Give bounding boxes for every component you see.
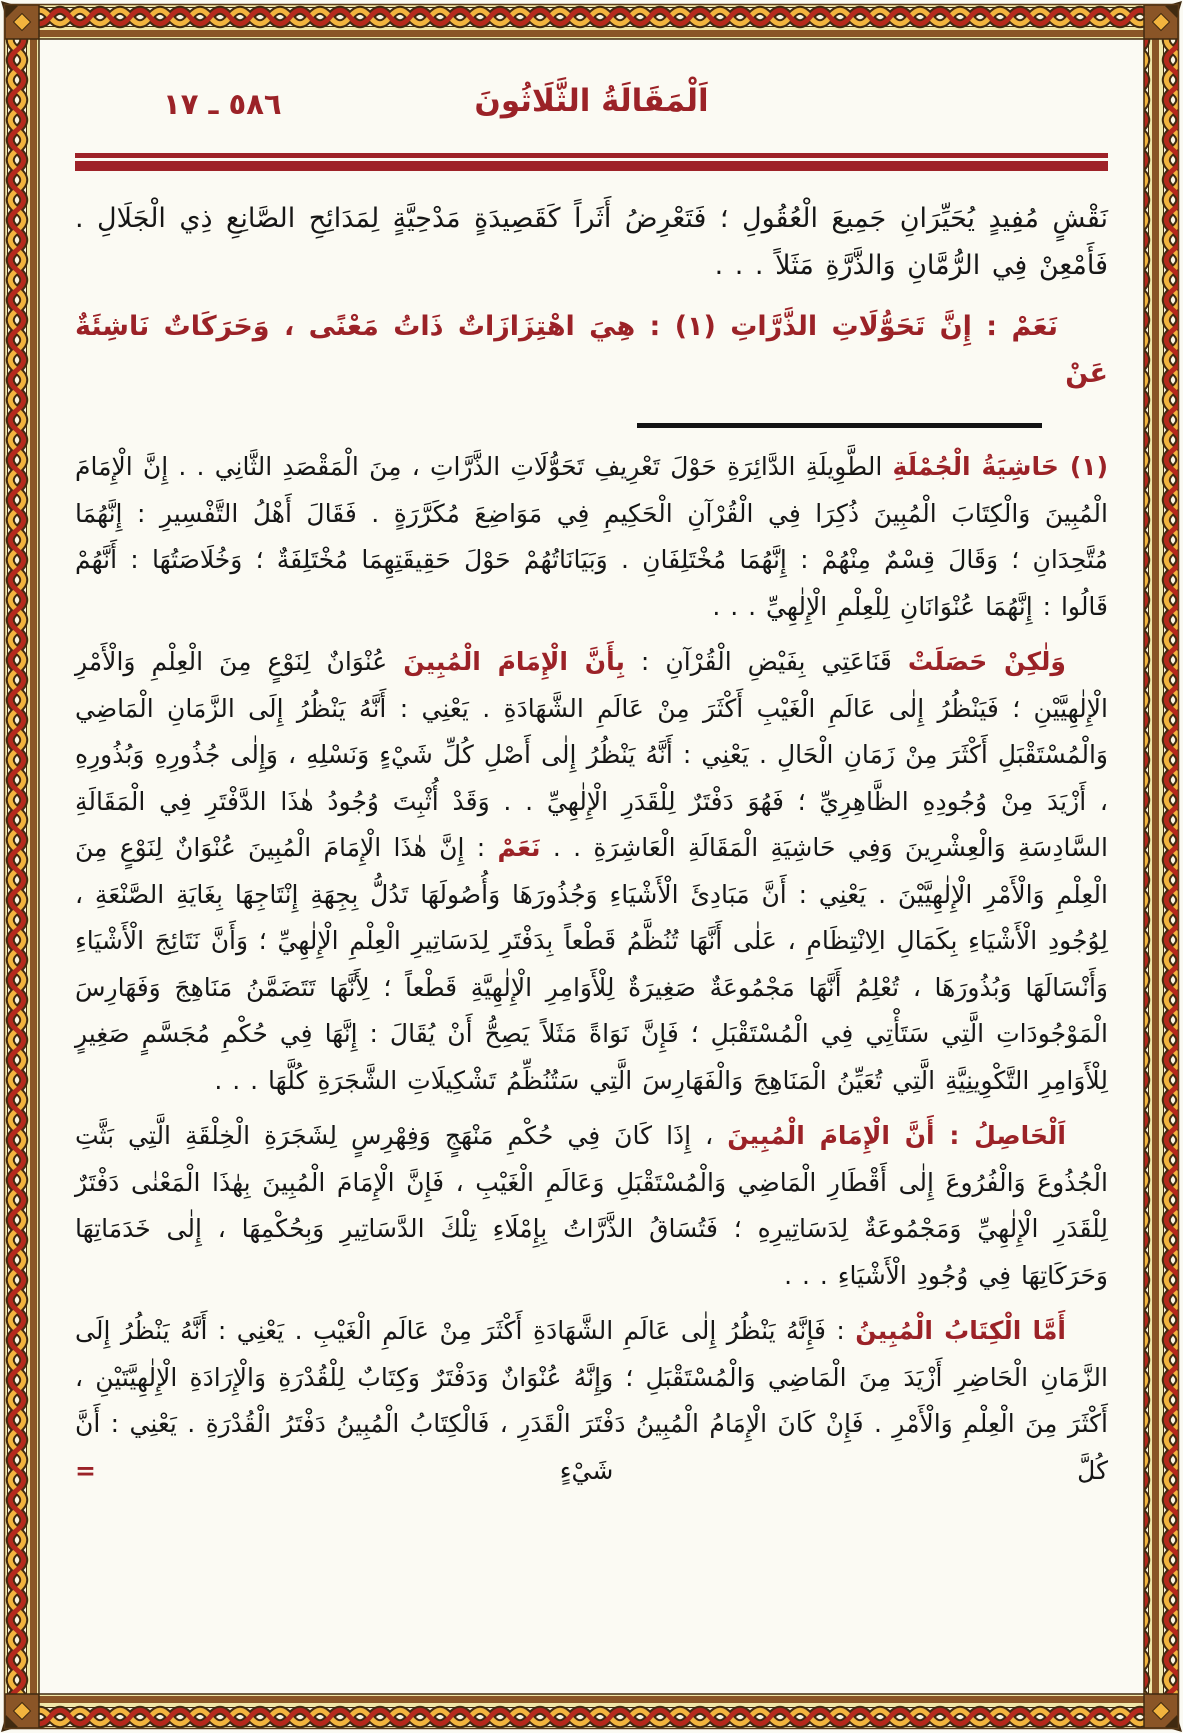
footnote-text: الطَّوِيلَةِ الدَّائِرَةِ حَوْلَ تَعْرِيفِ تَحَوُّلَاتِ الذَّرَّاتِ ، مِنَ الْمَقْصَدِ الثَّانِي . . إِنَّ الْإِمَامَ الْمُبِينَ وَالْكِتَابَ الْمُبِينَ ذُكِرَا فِي الْقُرْآنِ الْحَكِيمِ فِي مَوَاضِعَ مُكَرَّرَةٍ . فَقَالَ أَهْلُ التَّفْسِيرِ : إِنَّهُمَا مُتَّحِدَانِ ؛ وَقَالَ قِسْمٌ مِنْهُمْ : إِنَّهُمَا مُخْتَلِفَانِ . وَبَيَانَاتُهُمْ حَوْلَ حَقِيقَتِهِمَا مُخْتَلِفَةٌ ؛ وَخُلَاصَتُهَا : أَنَّهُمْ قَالُوا : إِنَّهُمَا عُنْوَانَانِ لِلْعِلْمِ الْإِلٰهِيِّ . . . xyxy=(75,452,1108,621)
footnote xyxy=(75,444,1108,1494)
page-header xyxy=(75,65,1108,141)
main-text xyxy=(75,195,1108,397)
divider-line-thick xyxy=(75,161,1108,171)
footnote-marker: (١) حَاشِيَةُ الْجُمْلَةِ xyxy=(892,452,1108,481)
footnote-divider xyxy=(637,423,1042,428)
footnote-text: ، إِذَا كَانَ فِي حُكْمِ مَنْهَجٍ وَفِهْرِسٍ لِشَجَرَةِ الْخِلْقَةِ الَّتِي بَثَّتِ الْجُذُوعَ وَالْفُرُوعَ إِلٰى أَقْطَارِ الْمَاضِي وَالْمُسْتَقْبَلِ وَعَالَمِ الْغَيْبِ ، فَإِنَّ الْإِمَامَ الْمُبِينَ بِهٰذَا الْمَعْنٰى دَفْتَرٌ لِلْقَدَرِ الْإِلٰهِيِّ وَمَجْمُوعَةٌ لِدَسَاتِيرِهِ ؛ فَتُسَاقُ الذَّرَّاتُ بِإِمْلَاءِ تِلْكَ الدَّسَاتِيرِ وَبِحُكْمِهَا ، إِلٰى خَدَمَاتِهَا وَحَرَكَاتِهَا فِي وُجُودِ الْأَشْيَاءِ . . . xyxy=(75,1121,1108,1290)
footnote-paragraph xyxy=(75,639,1108,1104)
footnote-text: : إِنَّ هٰذَا الْإِمَامَ الْمُبِينَ عُنْوَانٌ لِنَوْعٍ مِنَ الْعِلْمِ وَالْأَمْرِ الْإِلٰهِيَّيْنَ . يَعْنِي : أَنَّ مَبَادِئَ الْأَشْيَاءِ وَجُذُورَهَا وَأُصُولَهَا تَدُلُّ بِجِهَةِ إِنْتَاجِهَا بِغَايَةِ الصَّنْعَةِ ، لِوُجُودِ الْأَشْيَاءِ بِكَمَالِ الِانْتِظَامِ ، عَلٰى أَنَّهَا تُنُظَّمُ قَطْعاً بِدَفْتَرِ لِدَسَاتِيرِ الْعِلْمِ الْإِلٰهِيِّ ؛ وَأَنَّ نَتَائِجَ الْأَشْيَاءِ وَأَنْسَالَهَا وَبُذُورَهَا ، تُعْلِمُ أَنَّهَا مَجْمُوعَةٌ صَغِيرَةٌ لِلْأَوَامِرِ الْإِلٰهِيَّةِ قَطْعاً ؛ لِأَنَّهَا تَتَضَمَّنُ مَنَاهِجَ وَفَهَارِسَ الْمَوْجُودَاتِ الَّتِي سَتَأْتِي فِي الْمُسْتَقْبَلِ ؛ فَإِنَّ نَوَاةً مَثَلاً يَصِحُّ أَنْ يُقَالَ : إِنَّهَا فِي حُكْمِ مُجَسَّمٍ صَغِيرٍ لِلْأَوَامِرِ التَّكْوِينِيَّةِ الَّتِي تُعَيِّنُ الْمَنَاهِجَ وَالْفَهَارِسَ الَّتِي سَتُنُظِّمُ تَشْكِيلَاتِ الشَّجَرَةِ كُلَّهَا . . . xyxy=(75,833,1108,1095)
footnote-text: قَنَاعَتِي بِفَيْضِ الْقُرْآنِ : xyxy=(624,647,908,676)
body-paragraph-emphasis: نَعَمْ : إِنَّ تَحَوُّلَاتِ الذَّرَّاتِ (١) : هِيَ اهْتِزَازَاتٌ ذَاتُ مَعْنًى ، وَحَرَكَاتٌ نَاشِئَةٌ عَنْ xyxy=(75,311,1108,389)
footnote-emphasis: نَعَمْ xyxy=(497,833,541,862)
title-divider xyxy=(75,153,1108,171)
page-content xyxy=(39,39,1144,1694)
footnote-emphasis: بِأَنَّ الْإِمَامَ الْمُبِينَ xyxy=(403,647,625,676)
footnote-paragraph xyxy=(75,444,1108,630)
footnote-paragraph xyxy=(75,1308,1108,1494)
footnote-text: عُنْوَانٌ لِنَوْعٍ مِنَ الْعِلْمِ وَالْأَمْرِ الْإِلٰهِيَّيْنِ ؛ فَيَنْظُرُ إِلٰى عَالَمِ الْغَيْبِ أَكْثَرَ مِنْ عَالَمِ الشَّهَادَةِ . يَعْنِي : أَنَّهُ يَنْظُرُ إِلَى الزَّمَانِ الْمَاضِي وَالْمُسْتَقْبَلِ أَكْثَرَ مِنْ زَمَانِ الْحَالِ . يَعْنِي : أَنَّهُ يَنْظُرُ إِلٰى أَصْلِ كُلِّ شَيْءٍ وَنَسْلِهِ ، وَإِلٰى جُذُورِهِ وَبُذُورِهِ ، أَزْيَدَ مِنْ وُجُودِهِ الظَّاهِرِيِّ ؛ فَهُوَ دَفْتَرٌ لِلْقَدَرِ الْإِلٰهِيِّ . . وَقَدْ أُثْبِتَ وُجُودُ هٰذَا الدَّفْتَرِ فِي الْمَقَالَةِ السَّادِسَةِ وَالْعِشْرِينَ وَفِي حَاشِيَةِ الْمَقَالَةِ الْعَاشِرَةِ . . xyxy=(75,647,1108,862)
body-paragraph: نَقْشٍ مُفِيدٍ يُحَيِّرَانِ جَمِيعَ الْعُقُولِ ؛ فَتَعْرِضُ أَثَراً كَقَصِيدَةٍ مَدْحِيَّةٍ لِمَدَائِحِ الصَّانِعِ ذِي الْجَلَالِ . فَأَمْعِنْ فِي الرُّمَّانِ وَالذَّرَّةِ مَثَلاً . . . xyxy=(75,203,1108,281)
footnote-emphasis: اَلْحَاصِلُ : أَنَّ الْإِمَامَ الْمُبِينَ xyxy=(727,1121,1066,1150)
footnote-paragraph xyxy=(75,1113,1108,1299)
page-title: اَلْمَقَالَةُ الثَّلَاثُونَ xyxy=(474,83,709,119)
page-number: ٥٨٦ ـ ١٧ xyxy=(163,87,282,121)
continuation-mark: = xyxy=(75,1455,96,1485)
divider-line-thin xyxy=(75,153,1108,158)
footnote-emphasis: أَمَّا الْكِتَابُ الْمُبِينُ xyxy=(855,1316,1066,1345)
footnote-text: : فَإِنَّهُ يَنْظُرُ إِلٰى عَالَمِ الشَّهَادَةِ أَكْثَرَ مِنْ عَالَمِ الْغَيْبِ . يَعْنِي : أَنَّهُ يَنْظُرُ إِلَى الزَّمَانِ الْحَاضِرِ أَزْيَدَ مِنَ الْمَاضِي وَالْمُسْتَقْبَلِ ؛ وَإِنَّهُ عُنْوَانٌ وَدَفْتَرٌ وَكِتَابٌ لِلْقُدْرَةِ وَالْإِرَادَةِ الْإِلٰهِيَّتَيْنِ ، أَكْثَرَ مِنَ الْعِلْمِ وَالْأَمْرِ . فَإِنْ كَانَ الْإِمَامُ الْمُبِينُ دَفْتَرَ الْقَدَرِ ، فَالْكِتَابُ الْمُبِينُ دَفْتَرُ الْقُدْرَةِ . يَعْنِي : أَنَّ كُلَّ شَيْءٍ xyxy=(75,1316,1108,1485)
footnote-emphasis: وَلٰكِنْ حَصَلَتْ xyxy=(907,647,1066,676)
